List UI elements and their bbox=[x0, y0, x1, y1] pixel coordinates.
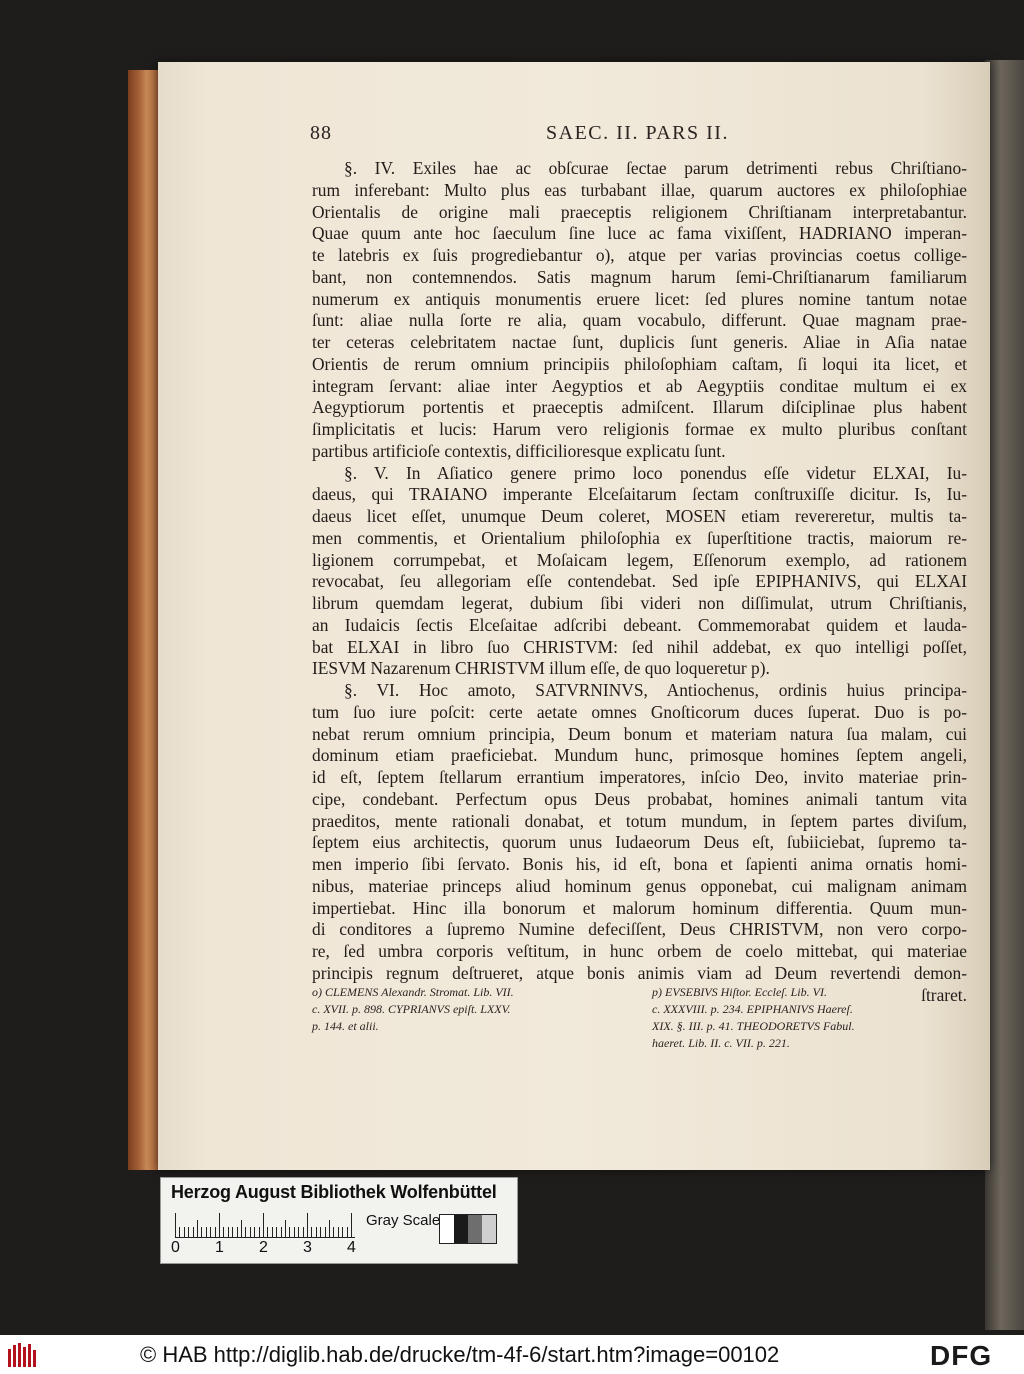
ruler-tick bbox=[303, 1227, 304, 1237]
ruler-tick bbox=[210, 1227, 211, 1237]
ruler-number: 3 bbox=[303, 1239, 312, 1256]
text-line: daeus licet eſſet, unumque Deum coleret, MOSEN etiam revereretur, multis ta- bbox=[312, 506, 967, 526]
ruler-tick bbox=[241, 1220, 242, 1237]
ruler-tick bbox=[338, 1227, 339, 1237]
running-head-title: SAEC. II. PARS II. bbox=[546, 122, 729, 144]
ruler-tick bbox=[237, 1227, 238, 1237]
text-line: bant, non contemnendos. Satis magnum harum ſemi-Chriſtianarum familiarum bbox=[312, 266, 967, 287]
footnote-line: p) EVSEBIVS Hiſtor. Eccleſ. Lib. VI. bbox=[652, 985, 827, 999]
text-line: Orientis de rerum omnium principiis philoſophiam caſtam, ſi loqui ita licet, et bbox=[312, 353, 967, 374]
page-number: 88 bbox=[310, 122, 332, 144]
grayscale-patches bbox=[439, 1214, 497, 1244]
ruler-tick bbox=[316, 1227, 317, 1237]
footnote-line: XIX. §. III. p. 41. THEODORETVS Fabul. bbox=[652, 1019, 855, 1033]
ruler-tick bbox=[298, 1227, 299, 1237]
footnote-line: haeret. Lib. II. c. VII. p. 221. bbox=[652, 1036, 790, 1050]
ruler-tick bbox=[342, 1227, 343, 1237]
text-line: principis regnum deſtrueret, atque bonis animis viam ad Deum revertendi demon- bbox=[312, 962, 967, 983]
running-head bbox=[310, 122, 970, 152]
text-line: nebat rerum omnium principia, Deum bonum et materiam natura ſua malam, cui bbox=[312, 723, 967, 744]
text-line: librum quemdam legerat, dubium ſibi videri non diſſimulat, utrum Chriſtianis, bbox=[312, 593, 967, 613]
ruler-tick bbox=[289, 1227, 290, 1237]
hab-logo-icon bbox=[6, 1341, 40, 1369]
text-line: ſtraret. bbox=[921, 984, 967, 1005]
text-line: rum inferebant: Multo plus eas turbabant illae, quarum auctores ex philoſophiae bbox=[312, 179, 967, 200]
text-line: bat ELXAI in libro ſuo CHRISTVM: ſed nihil addebat, ex quo intelligi poſſet, bbox=[312, 636, 967, 657]
grayscale-patch bbox=[454, 1215, 468, 1243]
ruler-tick bbox=[206, 1227, 207, 1237]
text-line: id eſt, ſeptem ſtellarum errantium imperatores, inſcio Deo, invito materiae prin- bbox=[312, 767, 967, 787]
ruler-tick bbox=[201, 1227, 202, 1237]
text-line: ter ceteras celebritatem nactae ſunt, duplicis ſunt generis. Aliae in Aſia natae bbox=[312, 332, 967, 352]
text-line: revocabat, ſeu allegoriam eſſe contendebat. Sed ipſe EPIPHANIVS, qui ELXAI bbox=[312, 571, 967, 592]
ruler-tick bbox=[267, 1227, 268, 1237]
text-line: di conditores a ſupremo Numine defeciſſent, Deus CHRISTVM, non vero corpo- bbox=[312, 919, 967, 940]
grayscale-patch bbox=[440, 1215, 454, 1243]
text-line: §. VI. Hoc amoto, SATVRNINVS, Antiochenus, ordinis huius principa- bbox=[344, 680, 967, 700]
text-line: nibus, materiae princeps aliud hominum genus opponebat, cui malignam animam bbox=[312, 875, 967, 896]
ruler-tick bbox=[281, 1227, 282, 1237]
ruler-tick bbox=[320, 1227, 321, 1237]
text-line: §. IV. Exiles hae ac obſcurae ſectae parum detrimenti rebus Chriſtiano- bbox=[344, 158, 967, 178]
text-line: ſunt: aliae nulla ſorte re alia, quam vocabulo, differunt. Quae magnam prae- bbox=[312, 310, 967, 331]
text-line: re, ſed umbra corporis veſtitum, in hunc orbem de coelo mittebat, qui materiae bbox=[312, 941, 967, 961]
body-text bbox=[312, 158, 967, 1006]
ruler-tick bbox=[193, 1227, 194, 1237]
ruler-tick bbox=[329, 1220, 330, 1237]
ruler-tick bbox=[215, 1227, 216, 1237]
text-line: an Iudaicis ſectis Elceſaitae adſcribi debeant. Commemorabat quidem et lauda- bbox=[312, 614, 967, 635]
library-color-card bbox=[160, 1177, 518, 1264]
text-line: Orientalis de origine mali praeceptis religionem Chriſtianam interpretabantur. bbox=[312, 201, 967, 222]
text-line: ſeptem eius architectis, quorum unus Iudaeorum Deus eſt, ſubiiciebat, ſupremo ta- bbox=[312, 832, 967, 853]
ruler-tick bbox=[325, 1227, 326, 1237]
text-line: Quae quum ante hoc ſaeculum ſine luce ac fama vixiſſent, HADRIANO imperan- bbox=[312, 223, 967, 244]
ruler-tick bbox=[245, 1227, 246, 1237]
text-line: daeus, qui TRAIANO imperante Elceſaitarum ſectam conſtruxiſſe dicitur. Is, Iu- bbox=[312, 484, 967, 505]
ruler-tick bbox=[307, 1213, 308, 1237]
ruler-tick bbox=[276, 1227, 277, 1237]
dfg-logo: DFG bbox=[930, 1340, 993, 1371]
ruler-tick bbox=[311, 1227, 312, 1237]
ruler-tick bbox=[232, 1227, 233, 1237]
ruler-tick bbox=[351, 1213, 352, 1237]
grayscale-patch bbox=[482, 1215, 496, 1243]
ruler-tick bbox=[179, 1227, 180, 1237]
footnote-line: c. XVII. p. 898. CYPRIANVS epiſt. LXXV. bbox=[312, 1002, 511, 1016]
ruler-number: 0 bbox=[171, 1239, 180, 1256]
text-line: §. V. In Aſiatico genere primo loco ponendus eſſe videtur ELXAI, Iu- bbox=[344, 462, 967, 483]
text-line: men commentis, et Orientalium philoſophia ex ſuperſtitione tractis, maiorum re- bbox=[312, 527, 967, 548]
ruler-tick bbox=[347, 1227, 348, 1237]
footer-bar bbox=[0, 1335, 1024, 1374]
footnote-line: c. XXXVIII. p. 234. EPIPHANIVS Haereſ. bbox=[652, 1002, 853, 1016]
ruler-tick bbox=[228, 1227, 229, 1237]
ruler-tick bbox=[197, 1220, 198, 1237]
text-line: integram ſervant: aliae inter Aegyptios et ab Aegyptiis conditae multum ei ex bbox=[312, 375, 967, 396]
text-line: tum ſuo iure poſcit: certe aetate omnes Gnoſticorum duces ſuperat. Duo is po- bbox=[312, 701, 967, 722]
footnote-line: o) CLEMENS Alexandr. Stromat. Lib. VII. bbox=[312, 985, 514, 999]
text-line: IESVM Nazarenum CHRISTVM illum eſſe, de quo loqueretur p). bbox=[312, 658, 770, 679]
ruler-tick bbox=[250, 1227, 251, 1237]
copyright-url-text: © HAB http://diglib.hab.de/drucke/tm-4f-6/start.htm?image=00102 bbox=[140, 1342, 780, 1367]
text-line: numerum ex antiquis monumentis eruere licet: ſed plures nomine tantum notae bbox=[312, 288, 967, 309]
ruler-tick bbox=[263, 1213, 264, 1237]
text-line: ligionem corrumpebat, et Moſaicam legem, Eſſenorum exemplo, ad rationem bbox=[312, 549, 967, 570]
measurement-ruler bbox=[175, 1212, 355, 1238]
library-name: Herzog August Bibliothek Wolfenbüttel bbox=[171, 1182, 497, 1202]
ruler-tick bbox=[285, 1220, 286, 1237]
facing-page-edge bbox=[985, 60, 1024, 1330]
grayscale-patch bbox=[468, 1215, 482, 1243]
ruler-tick bbox=[223, 1227, 224, 1237]
text-line: praeditos, mente rationali donabat, et totum mundum, in ſeptem partes diviſum, bbox=[312, 810, 967, 831]
ruler-tick bbox=[254, 1227, 255, 1237]
ruler-tick bbox=[259, 1227, 260, 1237]
ruler-tick bbox=[219, 1213, 220, 1237]
ruler-tick bbox=[175, 1213, 176, 1237]
text-line: Aegyptiorum portentis et praeceptis admiſcent. Illarum diſciplinae plus habent bbox=[312, 397, 967, 418]
footnote-column-left bbox=[312, 984, 632, 1035]
text-line: impertiebat. Hinc illa bonorum et malorum hominum differentia. Quum mun- bbox=[312, 897, 967, 918]
ruler-tick bbox=[188, 1227, 189, 1237]
book-page-block-edge bbox=[128, 70, 162, 1170]
footnote-column-right bbox=[652, 984, 970, 1052]
text-line: dominum etiam praeficiebat. Mundum hunc, primosque homines ſeptem angeli, bbox=[312, 745, 967, 766]
ruler-number: 4 bbox=[347, 1239, 356, 1256]
text-line: ſimplicitatis et lucis: Harum vero religionis formae ex multo pluribus conſtant bbox=[312, 419, 967, 439]
ruler-number: 1 bbox=[215, 1239, 224, 1256]
ruler-tick bbox=[272, 1227, 273, 1237]
ruler-tick bbox=[333, 1227, 334, 1237]
grayscale-label: Gray Scale bbox=[366, 1212, 441, 1229]
text-line: men imperio ſibi ſervato. Bonis his, id eſt, bona et ſapienti anima ornatis homi- bbox=[312, 854, 967, 874]
text-line: te latebris ex ſuis progrediebantur o), atque per varias provincias coetus collige- bbox=[312, 245, 967, 265]
ruler-tick bbox=[184, 1227, 185, 1237]
footnote-line: p. 144. et alii. bbox=[312, 1019, 379, 1033]
text-line: partibus artificioſe contextis, difficilioresque explicatu ſunt. bbox=[312, 440, 726, 461]
ruler-tick bbox=[294, 1227, 295, 1237]
text-line: cipe, condebant. Perfectum opus Deus probabat, homines animali tantum vita bbox=[312, 788, 967, 809]
ruler-number: 2 bbox=[259, 1239, 268, 1256]
